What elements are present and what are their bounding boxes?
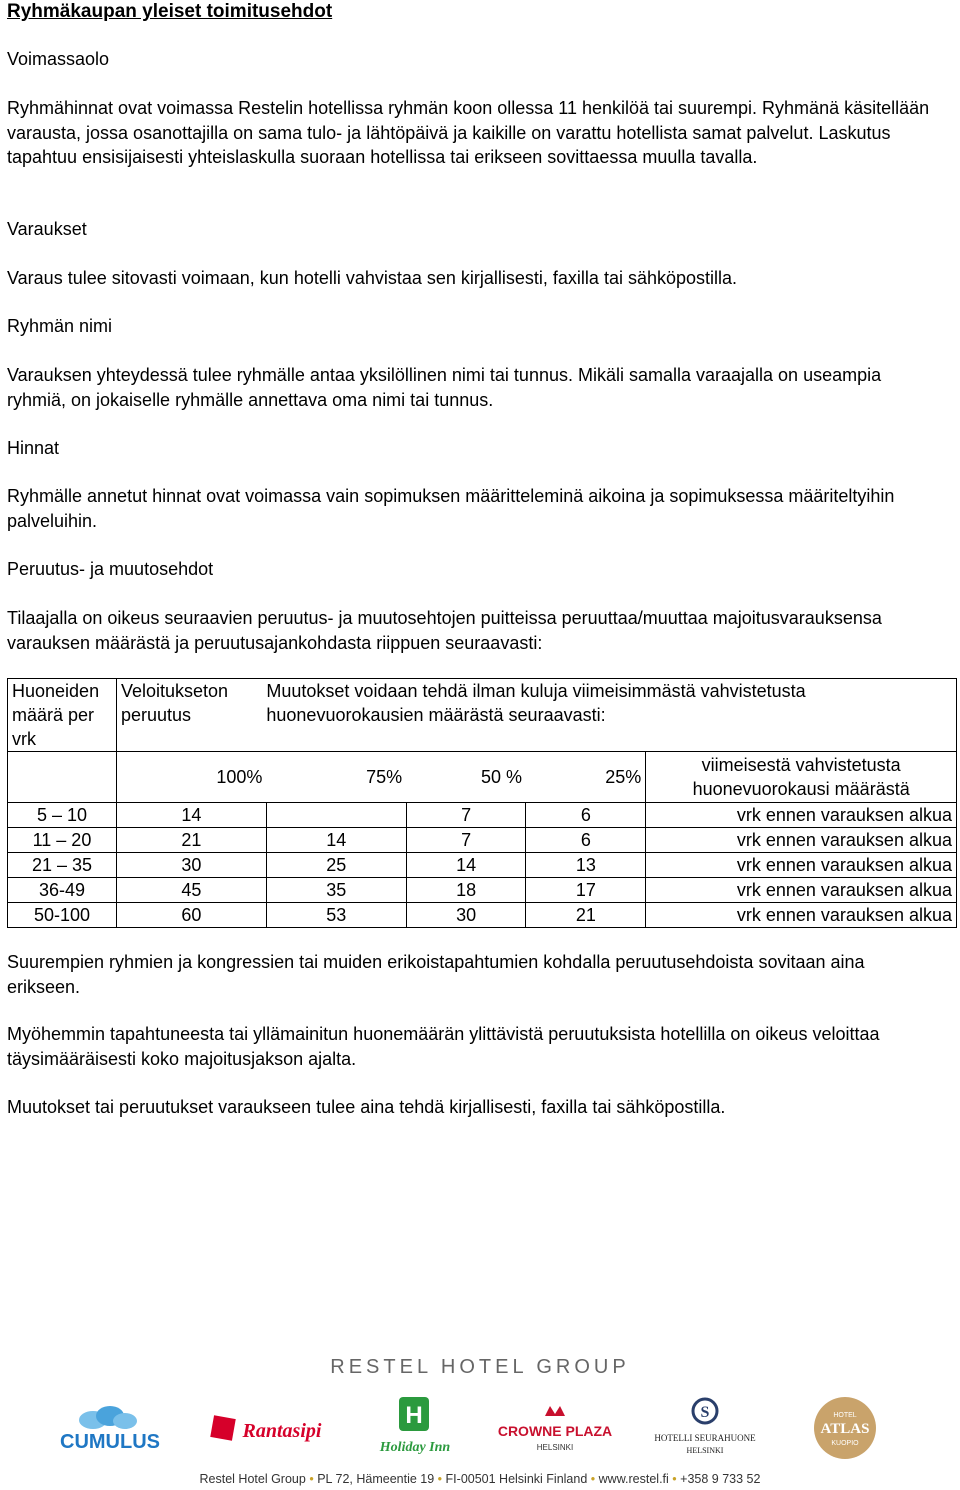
bullet-icon: •	[437, 1472, 443, 1486]
footer-phone: +358 9 733 52	[680, 1472, 761, 1486]
cell-50: 30	[406, 903, 526, 928]
table-row	[8, 828, 957, 853]
cell-rooms: 50-100	[8, 903, 117, 928]
cell-25: 21	[526, 903, 646, 928]
holiday-inn-logo	[375, 1395, 455, 1461]
section-heading-ryhman-nimi: Ryhmän nimi	[7, 316, 113, 336]
header-changes: Muutokset voidaan tehdä ilman kuluja viimeisimmästä vahvistetusta huonevuorokausien määrästä seuraavasti:	[266, 679, 956, 752]
cell-50: 18	[406, 878, 526, 903]
atlas-logo	[810, 1395, 880, 1461]
cumulus-text: CUMULUS	[60, 1431, 160, 1453]
footer-company: Restel Hotel Group	[199, 1472, 306, 1486]
cell-note: vrk ennen varauksen alkua	[646, 803, 957, 828]
seurahuone-sub: HELSINKI	[686, 1446, 724, 1455]
atlas-sub: KUOPIO	[831, 1440, 859, 1447]
bullet-icon: •	[590, 1472, 596, 1486]
atlas-small-text: HOTEL	[833, 1412, 857, 1419]
note-large-groups: Suurempien ryhmien ja kongressien tai muiden erikoistapahtumien kohdalla peruutusehdoista sovitaan aina erikseen.	[7, 952, 865, 997]
section-heading-hinnat: Hinnat	[7, 438, 60, 458]
pct-50: 50 %	[406, 752, 526, 803]
crowne-plaza-text: CROWNE PLAZA	[497, 1423, 613, 1439]
footer-city: FI-00501 Helsinki Finland	[445, 1472, 588, 1486]
section-heading-peruutus: Peruutus- ja muutosehdot	[7, 559, 214, 579]
cancellation-table	[7, 678, 957, 928]
crowne-plaza-sub: HELSINKI	[536, 1443, 574, 1452]
table-percent-row	[8, 752, 957, 803]
table-row	[8, 803, 957, 828]
footer-website[interactable]: www.restel.fi	[598, 1472, 669, 1486]
svg-text:S: S	[700, 1404, 710, 1421]
header-free-cancellation: Veloitukseton peruutus	[116, 679, 266, 752]
svg-text:H: H	[405, 1402, 423, 1429]
table-row	[8, 853, 957, 878]
holiday-inn-text: Holiday Inn	[379, 1440, 451, 1455]
footer-po-box: PL 72, Hämeentie 19	[317, 1472, 435, 1486]
document-title: Ryhmäkaupan yleiset toimitusehdot	[7, 1, 333, 22]
note-late-cancellation: Myöhemmin tapahtuneesta tai yllämainitun huonemäärän ylittävistä peruutuksista hotellilla on oikeus veloittaa täysimääräisesti koko majoitusjakson ajalta.	[7, 1024, 880, 1069]
rantasipi-text: Rantasipi	[242, 1420, 322, 1442]
note-written-changes: Muutokset tai peruutukset varaukseen tulee aina tehdä kirjallisesti, faxilla tai sähköpostilla.	[7, 1097, 726, 1117]
cell-note: vrk ennen varauksen alkua	[646, 828, 957, 853]
cell-25: 6	[526, 803, 646, 828]
footer-brand: RESTEL HOTEL GROUP	[330, 1356, 630, 1378]
table-row	[8, 878, 957, 903]
cell-rooms: 11 – 20	[8, 828, 117, 853]
table-row	[8, 903, 957, 928]
atlas-text: ATLAS	[820, 1421, 870, 1437]
cell-note: vrk ennen varauksen alkua	[646, 878, 957, 903]
cell-50: 7	[406, 828, 526, 853]
cell-50: 14	[406, 853, 526, 878]
cell-rooms: 36-49	[8, 878, 117, 903]
cell-25: 6	[526, 828, 646, 853]
table-header-row	[8, 679, 957, 752]
cell-note: vrk ennen varauksen alkua	[646, 853, 957, 878]
header-last: viimeisestä vahvistetusta huonevuorokausi määrästä	[646, 752, 957, 803]
cell-25: 17	[526, 878, 646, 903]
footer-address	[0, 1472, 960, 1486]
cell-75: 25	[266, 853, 406, 878]
cell-25: 13	[526, 853, 646, 878]
bullet-icon: •	[309, 1472, 314, 1486]
rantasipi-logo	[210, 1395, 330, 1461]
cell-75: 14	[266, 828, 406, 853]
cell-100: 60	[116, 903, 266, 928]
pct-100: 100%	[116, 752, 266, 803]
empty-cell	[8, 752, 117, 803]
section-text-ryhman-nimi: Varauksen yhteydessä tulee ryhmälle antaa yksilöllinen nimi tai tunnus. Mikäli samalla varaajalla on useampia ryhmiä, on jokaiselle ryhmälle annettava oma nimi tai tunnus.	[7, 365, 882, 410]
cell-75: 35	[266, 878, 406, 903]
cell-75: 53	[266, 903, 406, 928]
pct-25: 25%	[526, 752, 646, 803]
cell-100: 30	[116, 853, 266, 878]
pct-75: 75%	[266, 752, 406, 803]
cell-rooms: 5 – 10	[8, 803, 117, 828]
cell-50: 7	[406, 803, 526, 828]
cumulus-logo	[55, 1395, 165, 1461]
bullet-icon: •	[672, 1472, 677, 1486]
logo-strip	[55, 1395, 885, 1465]
seurahuone-text: HOTELLI SEURAHUONE	[654, 1433, 756, 1443]
section-text-hinnat: Ryhmälle annetut hinnat ovat voimassa vain sopimuksen määrittelеminä aikoina ja sopimuksessa määriteltyihin palveluihin.	[7, 486, 895, 531]
seurahuone-logo	[645, 1395, 765, 1461]
crowne-plaza-logo	[495, 1395, 615, 1461]
section-text-voimassaolo: Ryhmähinnat ovat voimassa Restelin hotellissa ryhmän koon ollessa 11 henkilöä tai suurempi. Ryhmänä käsitellään varausta, jossa osanottajilla on sama tulo- ja lähtöpäivä ja kaikille on varattu hotellista samat palvelut. Laskutus tapahtuu ensisijaisesti yhteislaskulla suoraan hotellissa tai erikseen sovittaessa muulla tavalla.	[7, 98, 930, 167]
cell-100: 21	[116, 828, 266, 853]
section-heading-varaukset: Varaukset	[7, 219, 87, 239]
section-text-peruutus: Tilaajalla on oikeus seuraavien peruutus- ja muutosehtojen puitteissa peruuttaa/muuttaa majoitusvarauksensa varauksen määrästä ja peruutusajankohdasta riippuen seuraavasti:	[7, 608, 882, 653]
section-text-varaukset: Varaus tulee sitovasti voimaan, kun hotelli vahvistaa sen kirjallisesti, faxilla tai sähköpostilla.	[7, 268, 738, 288]
cell-note: vrk ennen varauksen alkua	[646, 903, 957, 928]
section-heading-voimassaolo: Voimassaolo	[7, 49, 110, 69]
cell-100: 14	[116, 803, 266, 828]
cell-75	[266, 803, 406, 828]
header-rooms: Huoneiden määrä per vrk	[8, 679, 117, 752]
cell-100: 45	[116, 878, 266, 903]
cell-rooms: 21 – 35	[8, 853, 117, 878]
